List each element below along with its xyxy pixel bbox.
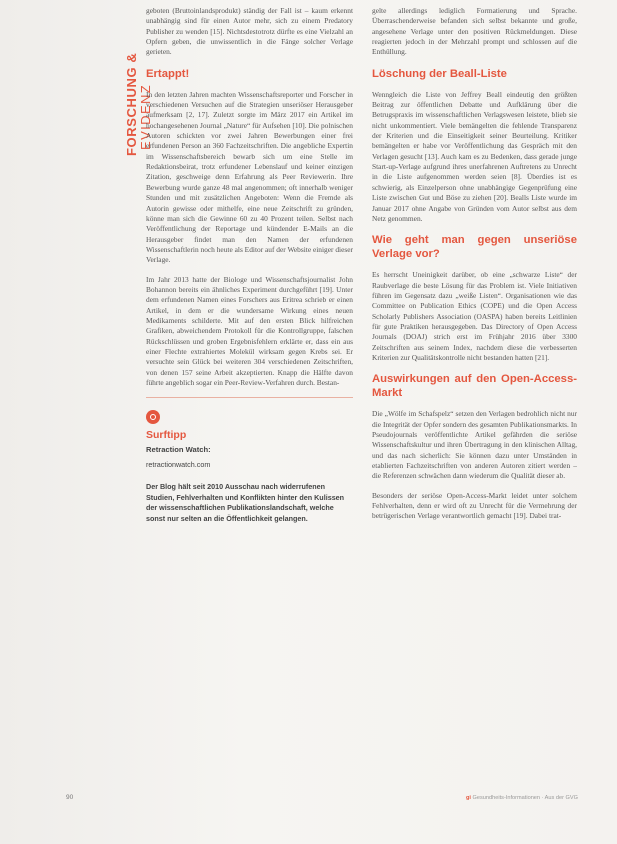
surf-tip-box [146, 397, 353, 524]
heading-open-access-impact: Auswirkungen auf den Open-Access-Markt [372, 373, 577, 400]
compass-icon [146, 410, 160, 424]
section-label-line1: FORSCHUNG & [124, 52, 139, 156]
surf-tip-divider [146, 397, 353, 398]
left-paragraph-1: In den letzten Jahren machten Wissenschaftsreporter und Forscher in verschiedenen Versuchen auf die Strategien unseriöser Herausgeber aufmerksam [2, 17]. Zuletzt sorgte im März 2017 ein Artikel im hochangesehenen Journal „Nature“ für Aufsehen [10]. Die polnischen Autoren schickten vor zwei Jahren Bewerbungen einer frei erfundenen Person an 360 Fachzeitschriften. Die angebliche Expertin im Wissenschaftsbereich bewarb sich um eine Stelle im Redaktionsbeirat, trotz erfundener Lebenslauf und keiner einzigen Zitation, geschweige denn Erfahrung als Peer Reviewerin. Ihre Bewerbung wurde ganze 48 mal angenommen; oft innerhalb weniger Stunden und mit zusätzlichen Angeboten: Wenn die Fremde als Autorin gewisse oder mithelfe, eine neue Zeitschrift zu gründen, könne man sich die Gewinne 60 zu 40 Prozent teilen. Selbst nach Veröffentlichung der Reportage und kündender E-Mails an die Herausgeber findet man den Namen der erfundenen Wissenschaftlerin noch heute als Editor auf der Website einiger dieser Verlage. [146, 89, 353, 265]
surf-tip-link[interactable]: retractionwatch.com [146, 460, 211, 470]
heading-how-to-act: Wie geht man gegen unseriöse Verlage vor? [372, 234, 577, 261]
section-label-line2: EVIDENZ [138, 83, 153, 150]
right-column [372, 6, 577, 531]
left-paragraph-2: Im Jahr 2013 hatte der Biologe und Wissenschaftsjournalist John Bohannon bereits ein ähnliches Experiment durchgeführt [19]. Unter dem erfundenen Namen eines Forschers aus Eritrea schrieb er einen Artikel, in dem er die wundersame Wirkung eines neuen Medikaments schilderte. Mit auf den ersten Blick hilfreichen Grafiken, abweichendem Protokoll für die Kontrollgruppe, falschen Rückschlüssen und groben Ergebnisfehlern erklärte er, dass ein aus einer Flechte extrahiertes Molekül wirksam gegen Krebs sei. Er versuchte sein Glück bei weiteren 304 verschiedenen Zeitschriften, von denen 157 seine Arbeit akzeptierten. Knapp die Hälfte davon führte angeblich sogar ein Peer-Review-Verfahren durch. Bestan- [146, 274, 353, 387]
right-paragraph-1: Wenngleich die Liste von Jeffrey Beall eindeutig den größten Beitrag zur öffentlichen Debatte und Aufklärung über die Betrugspraxis im wissenschaftlichen Verlagswesen leistete, blieb sie nicht unkommentiert. Viele bemängelten die fehlende Transparenz der Kriterien und die Einseitigkeit seiner Beurteilung. Kritiker bemängelten er habe vor Veröffentlichung das Gespräch mit den Verlagen gesucht [13]. Auch kam es zu Bedenken, dass gerade junge Start-up-Verlage aufgrund ihres unerfahrenen Auftretens zu Unrecht in die Liste aufgenommen werden seien [8]. Überdies ist es schwierig, als Einzelperson ohne unabhängige Gegenprüfung eine Liste zwischen Gut und Böse zu ziehen [20]. Bealls Liste wurde im Januar 2017 ohne Angabe von Gründen vom Autor selbst aus dem Netz genommen. [372, 89, 577, 223]
footer-brand: gi [466, 795, 471, 801]
left-intro-paragraph: geboten (Bruttoinlandsprodukt) ständig der Fall ist – kaum erkennt unabhängig sind für einen Autor mehr, sich zu einem Predatory Publisher zu wenden [15]. Nichtsdestotrotz dürfte es eine Vielzahl an Opfern geben, die unwissentlich in die Fänge solcher Verlage gerieten. [146, 6, 353, 57]
right-paragraph-3: Die „Wölfe im Schafspelz“ setzen den Verlagen bedrohlich nicht nur die Integrität der Opfer sondern des gesamten Publikationsmarkts. In Pseudojournals veröffentlichte Artikel gefährden die seriöse Wissenschaftskultur und ihren Übertragung in den klinischen Alltag, und das nach sicherlich: Sie können dazu unter Umständen in etablierten Fachzeitschriften von anderen Autoren zitiert werden – die Referenzen schwächen dann wiederum die Qualität dieser ab. [372, 409, 577, 481]
surf-tip-body: Der Blog hält seit 2010 Ausschau nach widerrufenen Studien, Fehlverhalten und Konflikten hinter den Kulissen der wissenschaftlichen Publikationslandschaft, welche sonst nur selten an die Öffentlichkeit gelangen. [146, 482, 345, 523]
right-paragraph-4: Besonders der seriöse Open-Access-Markt leidet unter solchem Fehlverhalten, denn er wird oft zu Unrecht für die Vermehrung der betrügerischen Verlage verantwortlich gemacht [19]. Dabei trat- [372, 490, 577, 521]
surf-tip-subtitle: Retraction Watch: [146, 444, 211, 454]
surf-tip-title: Surftipp [146, 429, 187, 442]
page-number: 90 [66, 794, 74, 801]
heading-ertappt: Ertappt! [146, 67, 190, 80]
footer [466, 795, 578, 801]
left-column [146, 6, 353, 524]
right-paragraph-2: Es herrscht Uneinigkeit darüber, ob eine „schwarze Liste“ der Raubverlage die beste Lösung für das Problem ist. Viele Initiativen führen im Gegensatz dazu „weiße Listen“. Organisationen wie das Committee on Publication Ethics (COPE) und die Open Access Scholarly Publishers Association (OASPA) haben bereits Leitlinien für gute Praktiken herausgegeben. Das Directory of Open Access Journals (DOAJ) strich erst im Frühjahr 2016 über 3300 Zeitschriften aus seinem Index, nachdem diese die verbesserten Kriterien zur Qualitätskontrolle nicht bestanden hatten [21]. [372, 270, 577, 362]
heading-beall-list: Löschung der Beall-Liste [372, 67, 507, 80]
right-intro-paragraph: gelte allerdings lediglich Formatierung und Sprache. Überraschenderweise befanden sich selbst bekannte und große, angesehene Verlage unter den positiven Rückmeldungen. Diese reagierten jedoch in der Mehrzahl prompt und schlossen auf die Enthüllung. [372, 6, 577, 57]
footer-text: Gesundheits-Informationen · Aus der GVG [472, 795, 578, 801]
